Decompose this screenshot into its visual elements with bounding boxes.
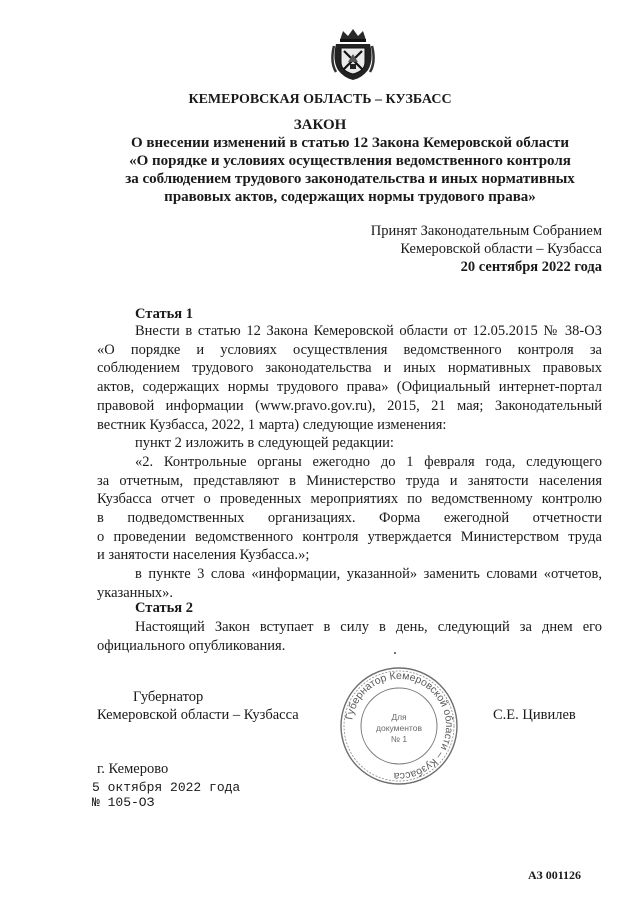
stamp-ring-text: Губернатор Кемеровской области – Кузбасса xyxy=(343,669,456,783)
article-1-line: за отчетным, представляют в Министерство труда и занятости населения xyxy=(97,472,602,489)
document-type: ЗАКОН xyxy=(293,117,347,133)
article-1-line: в подведомственных организациях. Форма ежегодной отчетности xyxy=(97,510,602,527)
governor-title: Губернатор xyxy=(133,689,204,705)
article-2-body xyxy=(97,618,602,655)
governor-region: Кемеровской области – Кузбасса xyxy=(97,707,299,723)
adoption-line-2: Кемеровской области – Кузбасса xyxy=(400,241,602,257)
adoption-date: 20 сентября 2022 года xyxy=(460,259,602,275)
article-2-line: официального опубликования. xyxy=(97,637,286,654)
city: г. Кемерово xyxy=(97,761,169,777)
coat-of-arms-emblem xyxy=(330,26,376,82)
article-2-heading: Статья 2 xyxy=(135,600,193,616)
article-2-line: Настоящий Закон вступает в силу в день, следующий за днем его xyxy=(135,619,602,635)
governor-name: С.Е. Цивилев xyxy=(493,707,576,723)
article-1-line: «О порядке и условиях осуществления ведомственного контроля за xyxy=(97,341,602,358)
article-1-line: Внести в статью 12 Закона Кемеровской области от 12.05.2015 № 38-ОЗ xyxy=(135,323,602,339)
stamp-center-line: документов xyxy=(376,723,422,733)
law-title-line: О внесении изменений в статью 12 Закона Кемеровской области xyxy=(131,135,569,151)
law-title-line: «О порядке и условиях осуществления ведомственного контроля xyxy=(129,153,571,169)
article-1-line: о проведении ведомственного контроля утверждается Министерством труда xyxy=(97,528,602,545)
scan-speck xyxy=(394,652,396,654)
signing-date: 5 октября 2022 года xyxy=(92,780,241,795)
stamp-center-line: № 1 xyxy=(390,734,408,744)
official-stamp xyxy=(338,665,460,787)
article-1-line: вестник Кузбасса, 2022, 1 марта) следующие изменения: xyxy=(97,416,447,433)
adoption-line-1: Принят Законодательным Собранием xyxy=(370,223,602,239)
region-name: КЕМЕРОВСКАЯ ОБЛАСТЬ – КУЗБАСС xyxy=(188,92,452,107)
article-1-line: в пункте 3 слова «информации, указанной» заменить словами «отчетов, xyxy=(135,566,602,583)
article-1-heading: Статья 1 xyxy=(135,306,193,322)
article-1-line: актов, содержащих нормы трудового права» (Официальный интернет-портал xyxy=(97,379,602,396)
article-1-body xyxy=(97,322,602,603)
adoption-block xyxy=(300,222,602,276)
law-title-line: за соблюдением трудового законодательства и иных нормативных xyxy=(125,171,575,187)
article-1-line: Кузбасса отчет о проведенных мероприятиях по ведомственному контролю xyxy=(97,491,602,508)
article-1-line: пункт 2 изложить в следующей редакции: xyxy=(135,435,394,452)
stamp-center-line: Для xyxy=(391,712,407,722)
law-title-line: правовых актов, содержащих нормы трудового права» xyxy=(164,189,536,205)
law-number: № 105-ОЗ xyxy=(92,795,155,810)
serial-number: АЗ 001126 xyxy=(528,868,582,882)
law-title xyxy=(60,134,640,206)
article-1-line: и занятости населения Кузбасса.»; xyxy=(97,547,310,564)
article-1-line: правовой информации (www.pravo.gov.ru), 2015, 21 мая; Законодательный xyxy=(97,397,602,414)
article-1-line: «2. Контрольные органы ежегодно до 1 февраля года, следующего xyxy=(135,453,602,470)
article-1-line: указанных». xyxy=(97,584,174,601)
article-1-line: соблюдением трудового законодательства и иных нормативных правовых xyxy=(97,360,602,377)
